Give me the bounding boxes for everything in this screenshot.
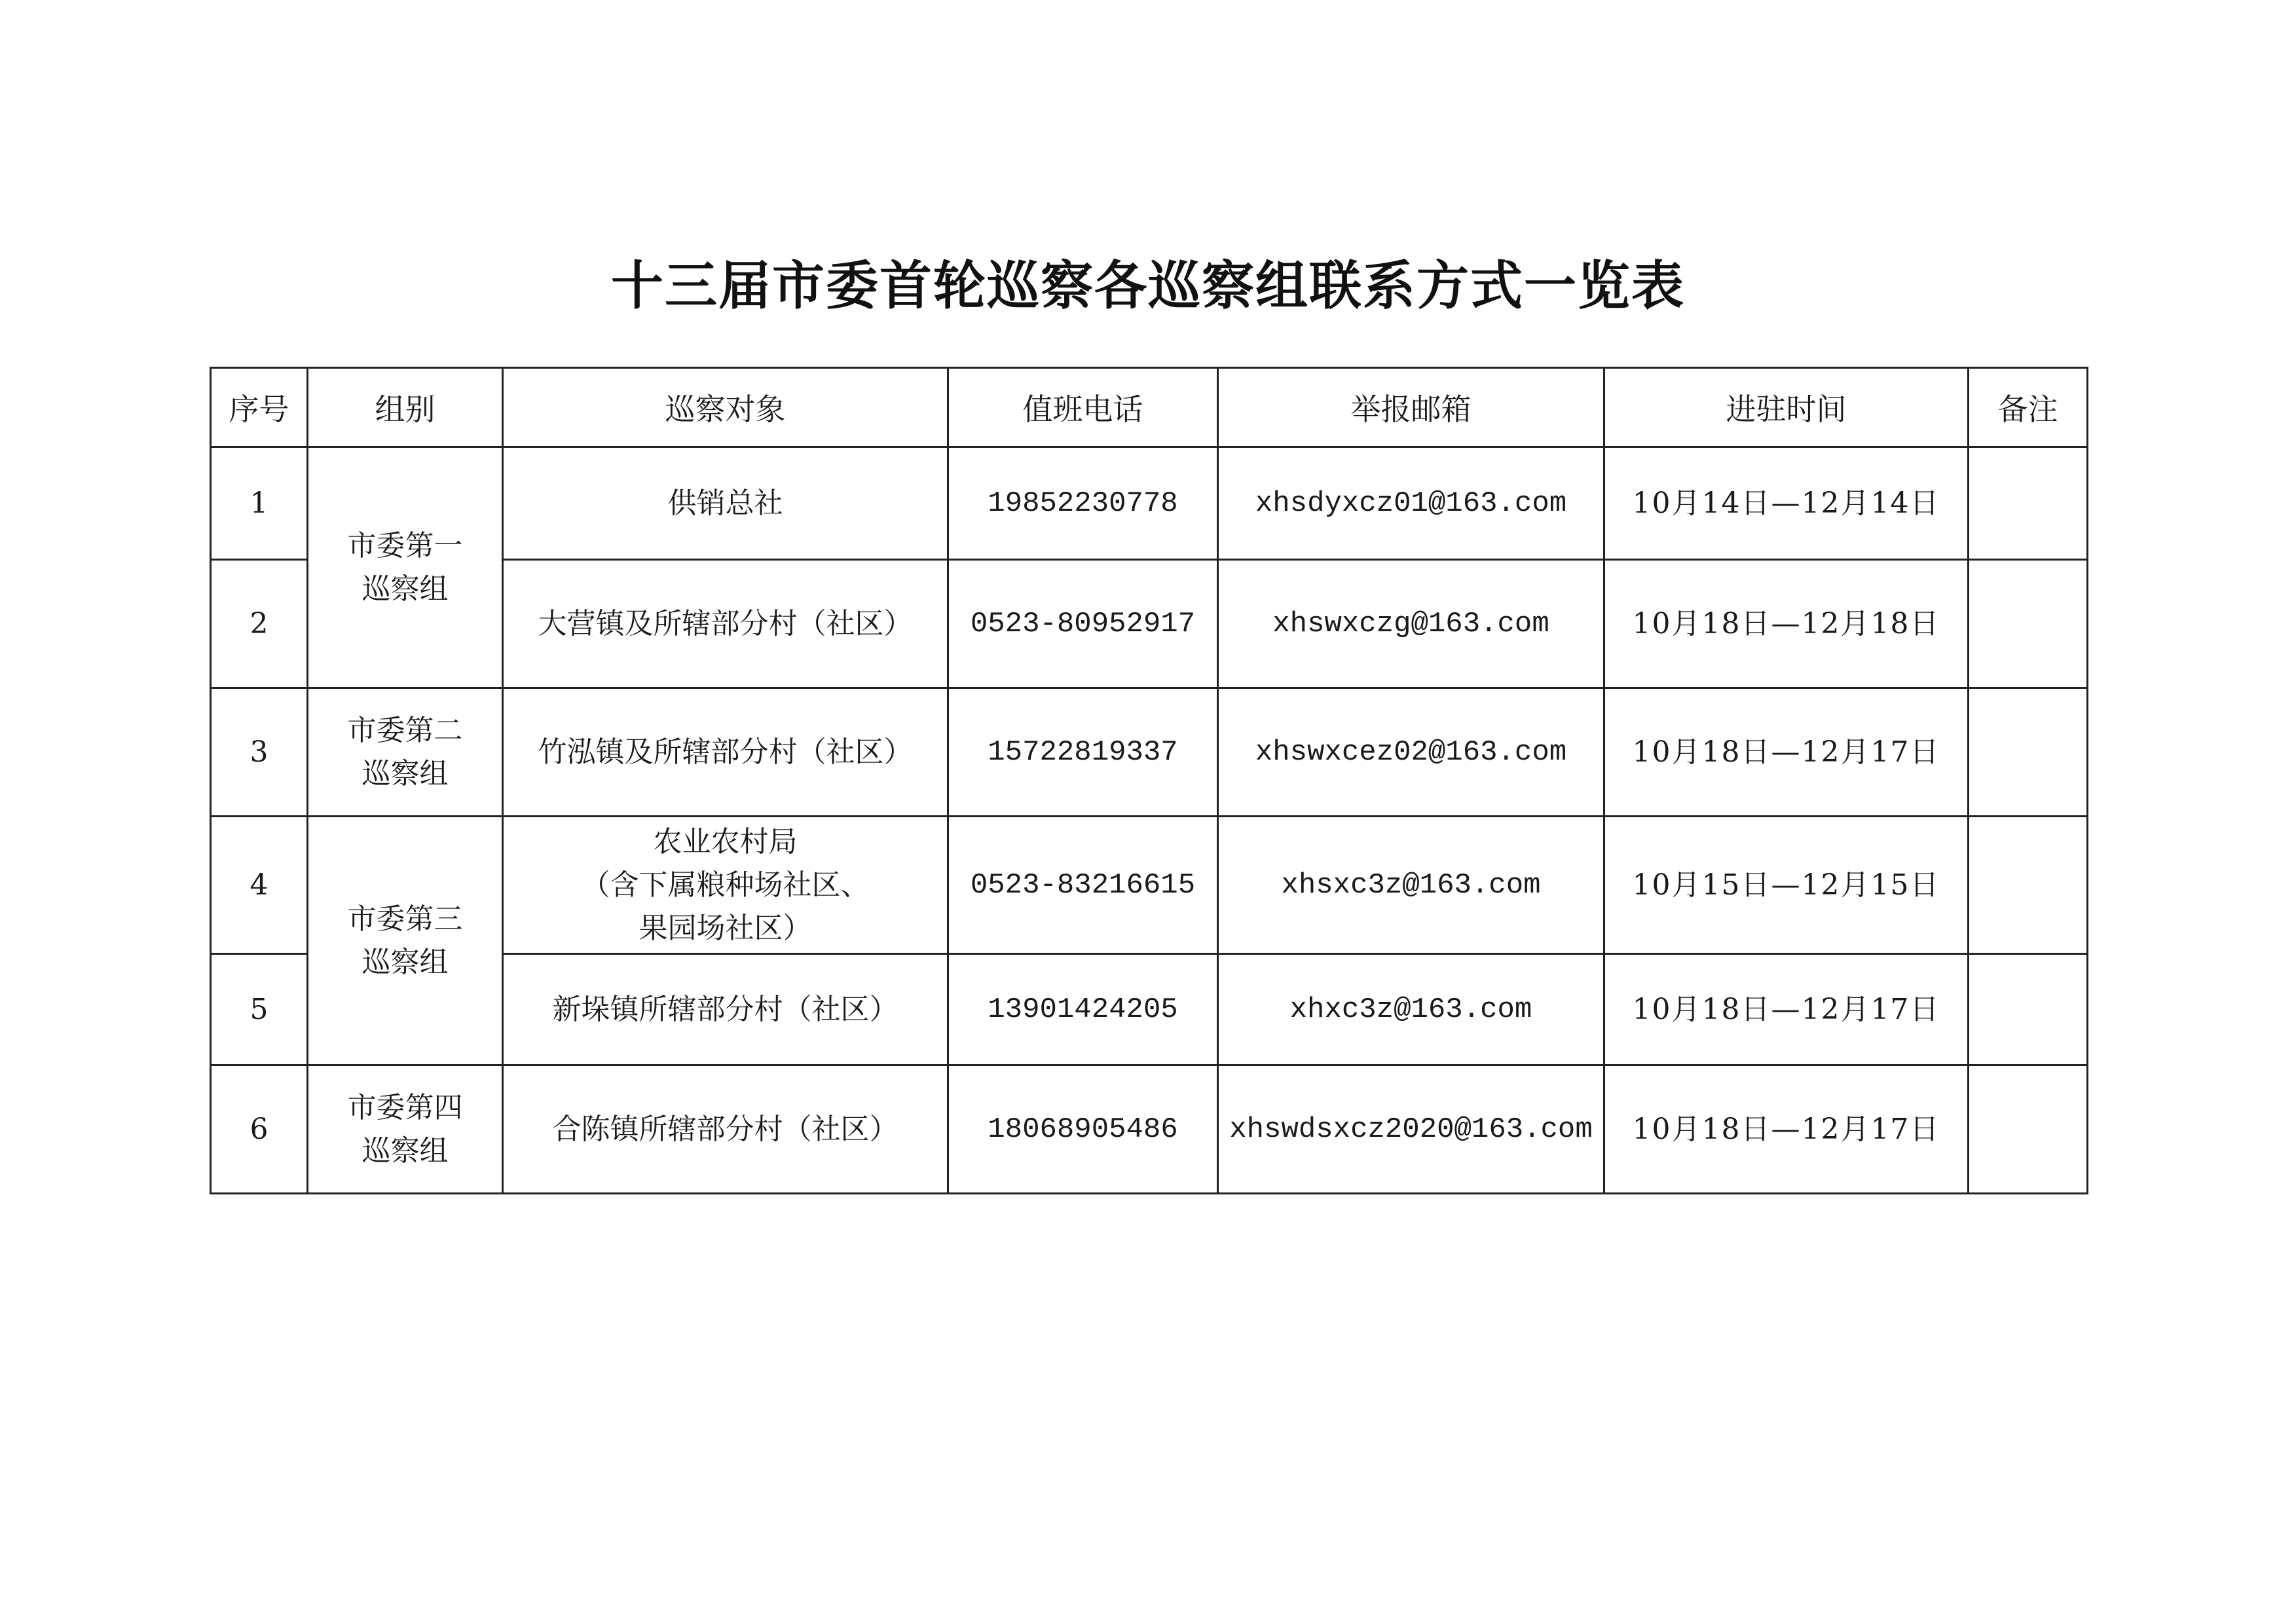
remark-cell <box>1969 817 2088 954</box>
phone-cell: 18068905486 <box>948 1065 1218 1194</box>
table-row <box>211 447 2088 560</box>
email-cell: xhswdsxcz2020@163.com <box>1218 1065 1604 1194</box>
group-cell <box>308 447 503 688</box>
target-line: 合陈镇所辖部分村（社区） <box>552 1112 898 1146</box>
header-target: 巡察对象 <box>503 368 948 447</box>
target-cell <box>503 447 948 560</box>
phone-cell: 15722819337 <box>948 688 1218 817</box>
target-line: 果园场社区） <box>639 911 812 945</box>
period-cell: 10月18日—12月17日 <box>1604 1065 1969 1194</box>
header-remark: 备注 <box>1969 368 2088 447</box>
seq-cell: 6 <box>211 1065 308 1194</box>
target-cell <box>503 817 948 954</box>
seq-cell: 5 <box>211 954 308 1065</box>
group-cell <box>308 688 503 817</box>
group-name: 市委第四 <box>347 1090 463 1124</box>
period-cell: 10月15日—12月15日 <box>1604 817 1969 954</box>
email-cell: xhsdyxcz01@163.com <box>1218 447 1604 560</box>
group-name: 巡察组 <box>361 1134 449 1168</box>
target-cell <box>503 688 948 817</box>
remark-cell <box>1969 688 2088 817</box>
group-name: 巡察组 <box>361 572 449 606</box>
header-row <box>211 368 2088 447</box>
header-seq: 序号 <box>211 368 308 447</box>
target-line: 竹泓镇及所辖部分村（社区） <box>538 735 913 769</box>
seq-cell: 4 <box>211 817 308 954</box>
remark-cell <box>1969 447 2088 560</box>
phone-cell: 0523-80952917 <box>948 560 1218 688</box>
email-cell: xhswxczg@163.com <box>1218 560 1604 688</box>
table-row <box>211 1065 2088 1194</box>
target-line: 供销总社 <box>667 486 783 520</box>
group-name: 市委第三 <box>347 902 463 936</box>
group-cell <box>308 1065 503 1194</box>
email-cell: xhxc3z@163.com <box>1218 954 1604 1065</box>
group-name: 市委第一 <box>347 528 463 563</box>
phone-cell: 19852230778 <box>948 447 1218 560</box>
target-line: 农业农村局 <box>653 824 798 858</box>
target-cell <box>503 1065 948 1194</box>
phone-cell: 0523-83216615 <box>948 817 1218 954</box>
period-cell: 10月18日—12月17日 <box>1604 954 1969 1065</box>
remark-cell <box>1969 954 2088 1065</box>
email-cell: xhsxc3z@163.com <box>1218 817 1604 954</box>
phone-cell: 13901424205 <box>948 954 1218 1065</box>
table-row <box>211 817 2088 954</box>
table-row <box>211 688 2088 817</box>
email-cell: xhswxcez02@163.com <box>1218 688 1604 817</box>
target-line: 大营镇及所辖部分村（社区） <box>538 606 913 640</box>
period-cell: 10月18日—12月18日 <box>1604 560 1969 688</box>
period-cell: 10月14日—12月14日 <box>1604 447 1969 560</box>
target-cell <box>503 560 948 688</box>
group-cell <box>308 817 503 1065</box>
group-name: 巡察组 <box>361 945 449 979</box>
contact-table <box>210 367 2088 1194</box>
remark-cell <box>1969 1065 2088 1194</box>
seq-cell: 2 <box>211 560 308 688</box>
seq-cell: 1 <box>211 447 308 560</box>
page-title: 十三届市委首轮巡察各巡察组联系方式一览表 <box>611 255 1685 316</box>
period-cell: 10月18日—12月17日 <box>1604 688 1969 817</box>
remark-cell <box>1969 560 2088 688</box>
header-phone: 值班电话 <box>948 368 1218 447</box>
group-name: 巡察组 <box>361 756 449 790</box>
target-line: （含下属粮种场社区、 <box>581 868 870 902</box>
header-email: 举报邮箱 <box>1218 368 1604 447</box>
header-period: 进驻时间 <box>1604 368 1969 447</box>
target-cell <box>503 954 948 1065</box>
seq-cell: 3 <box>211 688 308 817</box>
group-name: 市委第二 <box>347 713 463 747</box>
target-line: 新垛镇所辖部分村（社区） <box>552 992 898 1026</box>
header-group: 组别 <box>308 368 503 447</box>
